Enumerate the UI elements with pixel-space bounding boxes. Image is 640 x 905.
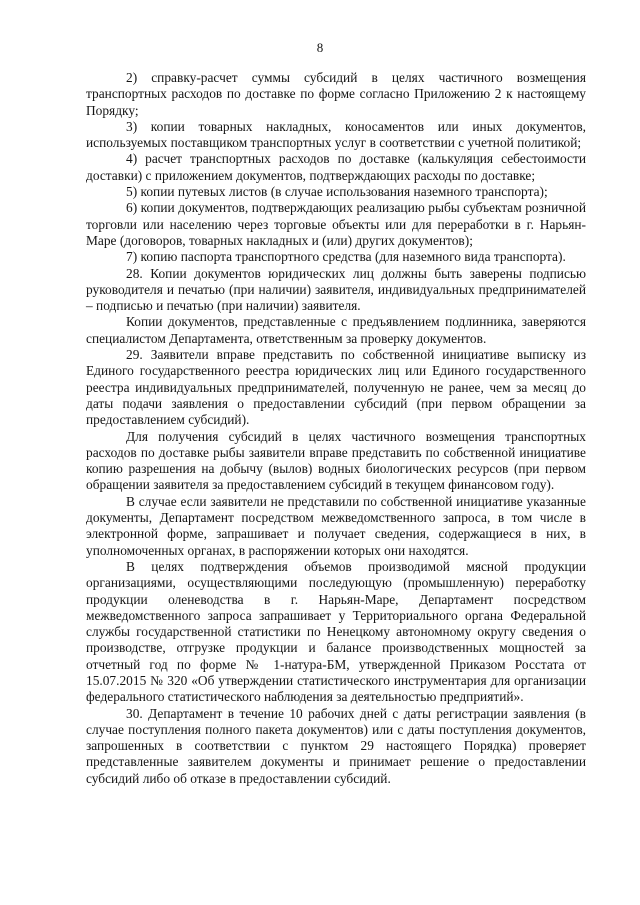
document-body [86, 70, 586, 787]
paragraph-item-7: 7) копию паспорта транспортного средства (для наземного вида транспорта). [126, 249, 566, 265]
paragraph-item-3: 3) копии товарных накладных, коносаментов или иных документов, используемых поставщиком транспортных услуг в соответствии с учетной политикой; [86, 118, 586, 151]
paragraph-clause-29: 29. Заявители вправе представить по собственной инициативе выписку из Единого государственного реестра юридических лиц или Единого государственного реестра индивидуальных предпринимателей, полученную не ранее, чем за месяц до даты подачи заявления о предоставлении субсидий (при первом обращении за предоставлением субсидий). [86, 347, 586, 428]
paragraph-item-4: 4) расчет транспортных расходов по доставке (калькуляция себестоимости доставки) с приложением документов, подтверждающих расходы по доставке; [86, 151, 586, 183]
page-number: 8 [316, 40, 324, 55]
paragraph-meat-production: В целях подтверждения объемов производимой мясной продукции организациями, осуществляющими последующую (промышленную) переработку продукции оленеводства в г. Нарьян-Маре, Департамент посредством межведомственного запроса запрашивает у Территориального органа Федеральной службы государственной статистики по Ненецкому автономному округу сведения о производстве, отгрузке продукции и балансе производственных мощностей за отчетный год по форме № 1-натура-БМ, утвержденной Приказом Росстата от 15.07.2015 № 320 «Об утверждении статистического инструментария для организации федерального статистического наблюдения за деятельностью предприятий». [86, 558, 586, 705]
paragraph-fishing-permit: Для получения субсидий в целях частичного возмещения транспортных расходов по доставке рыбы заявители вправе представить по собственной инициативе копию разрешения на добычу (вылов) водных биологических ресурсов (при первом обращении заявителя за предоставлением субсидий в текущем финансовом году). [86, 428, 586, 493]
paragraph-item-6: 6) копии документов, подтверждающих реализацию рыбы субъектам розничной торговли или населению через торговые объекты или для переработки в г. Нарьян-Маре (договоров, товарных накладных и (или) других документов); [86, 200, 586, 248]
paragraph-interagency-request: В случае если заявители не представили по собственной инициативе указанные документы, Департамент посредством межведомственного запроса, в том числе в электронной форме, запрашивает и получает сведения, содержащиеся в них, в уполномоченных органах, в распоряжении которых они находятся. [86, 493, 586, 558]
paragraph-item-2: 2) справку-расчет суммы субсидий в целях частичного возмещения транспортных расходов по доставке по форме согласно Приложению 2 к настоящему Порядку; [86, 70, 586, 118]
paragraph-item-5: 5) копии путевых листов (в случае использования наземного транспорта); [126, 184, 548, 200]
paragraph-copies-certification: Копии документов, представленные с предъявлением подлинника, заверяются специалистом Департамента, ответственным за проверку документов. [86, 314, 586, 346]
paragraph-clause-30: 30. Департамент в течение 10 рабочих дней с даты регистрации заявления (в случае поступления полного пакета документов) или с даты поступления документов, запрошенных в соответствии с пунктом 29 настоящего Порядка) проверяет представленные заявителем документы и принимает решение о предоставлении субсидий либо об отказе в предоставлении субсидий. [86, 705, 586, 786]
paragraph-clause-28: 28. Копии документов юридических лиц должны быть заверены подписью руководителя и печатью (при наличии) заявителя, индивидуальных предпринимателей – подписью и печатью (при наличии) заявителя. [86, 265, 586, 314]
